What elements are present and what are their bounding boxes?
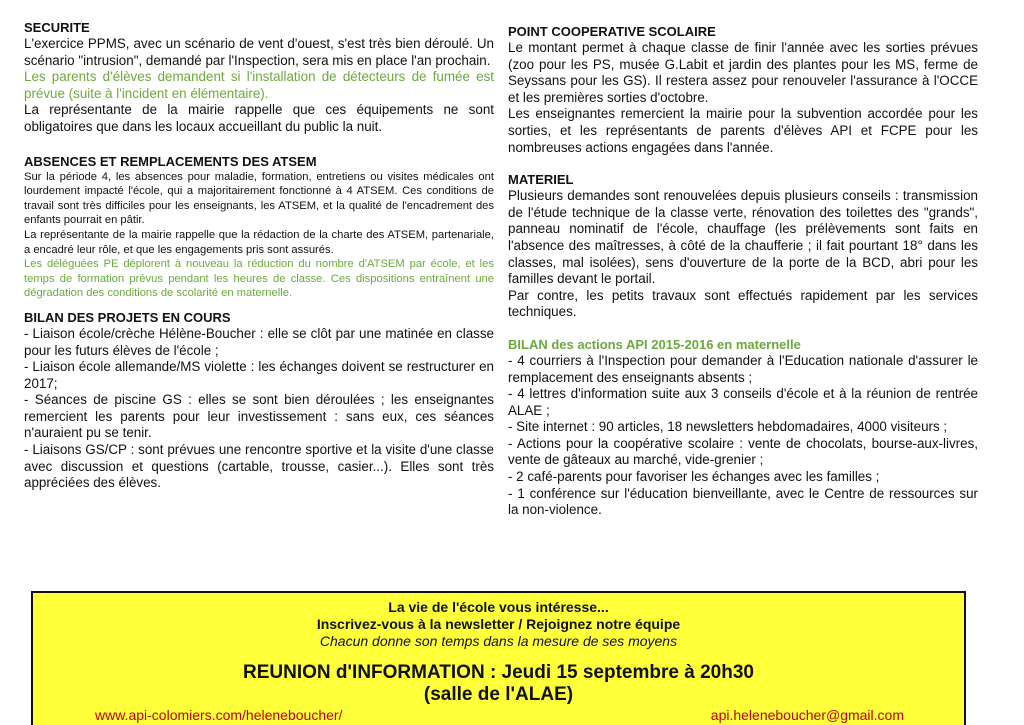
section-title: POINT COOPERATIVE SCOLAIRE [508, 24, 716, 39]
list-item: - 4 courriers à l'Inspection pour demander à l'Education nationale d'assurer le remplacement des enseignants absents ; [508, 352, 978, 385]
parents-paragraph: Les déléguées PE déplorent à nouveau la réduction du nombre d'ATSEM par école, et les temps de formation prévus pendant les heures de classe. Ces dispositions entraînent une dégradation des conditions de scolarité en maternelle. [24, 258, 494, 300]
section-bilan-projets [24, 310, 494, 492]
website-link[interactable]: www.api-colomiers.com/heleneboucher/ [95, 707, 343, 723]
right-column [508, 20, 978, 519]
paragraph: La représentante de la mairie rappelle que ces équipements ne sont obligatoires que dans les locaux accueillant du public la nuit. [24, 102, 494, 134]
section-title: BILAN des actions API 2015-2016 en maternelle [508, 336, 801, 352]
section-materiel [508, 172, 978, 321]
list-item: - 1 conférence sur l'éducation bienveillante, avec le Centre de ressources sur la non-violence. [508, 485, 978, 518]
paragraph: Le montant permet à chaque classe de finir l'année avec les sorties prévues (zoo pour les PS, musée G.Labit et jardin des plantes pour les MS, ferme de Seyssans pour les GS). Il restera assez pour renouveler l'assurance à l'OCCE et les premières sorties d'octobre. [508, 40, 978, 105]
meeting-title: REUNION d'INFORMATION : Jeudi 15 septembre à 20h30 [243, 662, 754, 683]
list-item: - Séances de piscine GS : elles se sont bien déroulées ; les enseignantes remercient les parents pour leur investissement : sans eux, ces séances n'auraient pu se tenir. [24, 392, 494, 441]
list-item: - Actions pour la coopérative scolaire : vente de chocolats, bourse-aux-livres, vente de gâteaux au marché, vide-grenier ; [508, 435, 978, 468]
info-banner [31, 591, 966, 725]
list-item: - 4 lettres d'information suite aux 3 conseils d'école et à la réunion de rentrée ALAE ; [508, 386, 978, 418]
paragraph: Plusieurs demandes sont renouvelées depuis plusieurs conseils : transmission de l'étude technique de la classe verte, rénovation des toilettes des "grands", panneau nominatif de l'école, chauffage (les prélèvements sont faits en l'absence des maîtresses, à côté de la chaufferie ; il fait pourtant 18° dans les classes, mal isolées), sens d'ouverture de la porte de la BCD, abri pour les familles devant le portail. [508, 188, 978, 287]
banner-tagline: Chacun donne son temps dans la mesure de ses moyens [319, 633, 678, 649]
section-title: ABSENCES ET REMPLACEMENTS DES ATSEM [24, 153, 317, 169]
paragraph: Les enseignantes remercient la mairie pour la subvention accordée pour les sorties, et les représentants de parents d'élèves API et FCPE pour les nombreuses actions engagées dans l'année. [508, 106, 978, 155]
section-cooperative [508, 24, 978, 156]
left-column [24, 20, 494, 492]
paragraph: Par contre, les petits travaux sont effectués rapidement par les services techniques. [508, 287, 978, 320]
parents-paragraph: Les parents d'élèves demandent si l'installation de détecteurs de fumée est prévue (suite à l'incident en élémentaire). [24, 69, 494, 101]
meeting-location: (salle de l'ALAE) [423, 684, 574, 705]
section-title: SECURITE [24, 20, 90, 35]
list-item: - Liaison école/crèche Hélène-Boucher : elle se clôt par une matinée en classe pour les futurs élèves de l'école ; [24, 325, 494, 358]
email-link[interactable]: api.heleneboucher@gmail.com [710, 707, 904, 723]
paragraph: Sur la période 4, les absences pour maladie, formation, entretiens ou visites médicales ont lourdement impacté l'école, qui a majoritairement fonctionné à 4 ATSEM. Ces conditions de travail sont très difficiles pour les enseignants, les ATSEM, et la qualité de l'encadrement des enfants pourrait en pâtir. [24, 170, 494, 227]
section-bilan-actions [508, 337, 978, 519]
section-title: MATERIEL [508, 172, 574, 188]
list-item: - 2 café-parents pour favoriser les échanges avec les familles ; [508, 469, 880, 485]
list-item: - Liaison école allemande/MS violette : les échanges doivent se restructurer en 2017; [24, 359, 494, 391]
paragraph: L'exercice PPMS, avec un scénario de vent d'ouest, s'est très bien déroulé. Un scénario "intrusion", demandé par l'Inspection, sera mis en place l'an prochain. [24, 36, 494, 68]
banner-cta: Inscrivez-vous à la newsletter / Rejoignez notre équipe [316, 616, 681, 632]
section-securite [24, 20, 494, 136]
section-absences [24, 154, 494, 301]
section-title: BILAN DES PROJETS EN COURS [24, 309, 231, 325]
list-item: - Liaisons GS/CP : sont prévues une rencontre sportive et la visite d'une classe avec discussion et questions (cartable, trousse, casier...). Elles sont très appréciées des élèves. [24, 442, 494, 491]
banner-headline: La vie de l'école vous intéresse... [388, 599, 609, 615]
paragraph: La représentante de la mairie rappelle que la rédaction de la charte des ATSEM, partenariale, a encadré leur rôle, et que les engagements pris sont assurés. [24, 228, 494, 256]
list-item: - Site internet : 90 articles, 18 newsletters hebdomadaires, 4000 visiteurs ; [508, 419, 948, 435]
